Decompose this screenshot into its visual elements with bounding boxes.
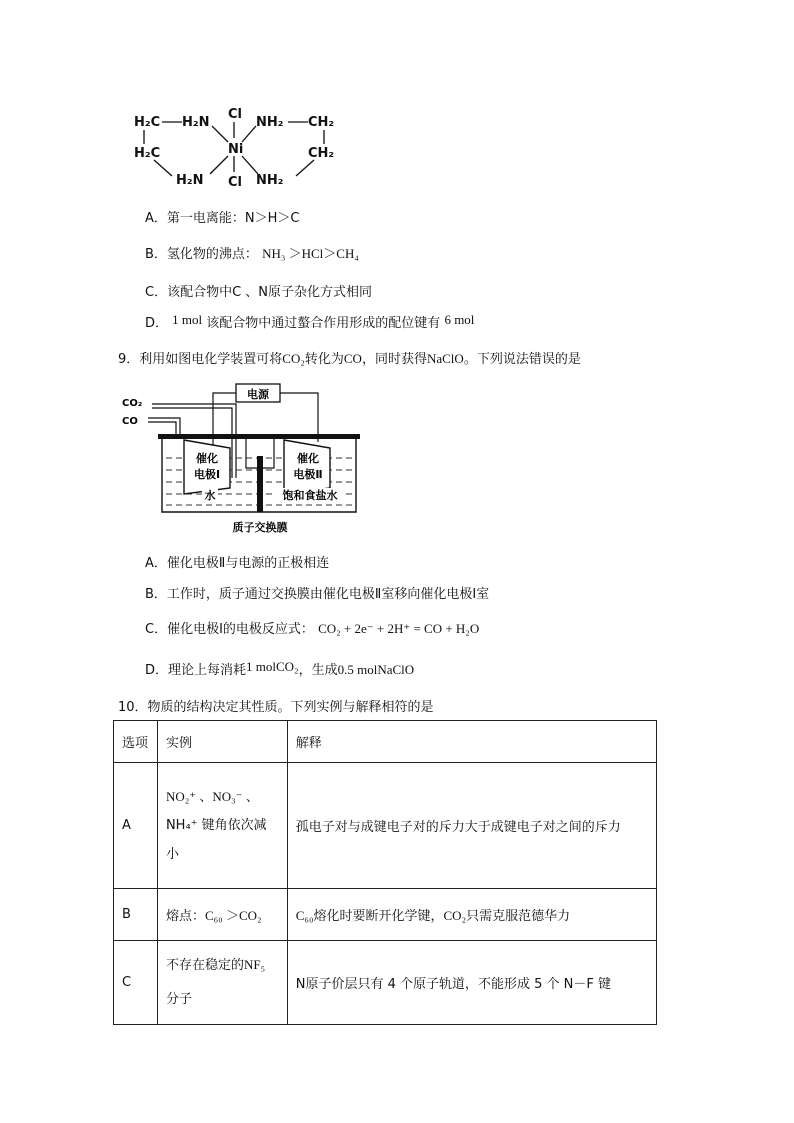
electrode-1-label-line1: 催化 [196, 452, 218, 465]
q8-option-d-qty2: 6 mol [444, 312, 475, 327]
q9-stem-suffix: 。下列说法错误的是 [463, 352, 581, 367]
electrode-2-label-line2: 电极Ⅱ [293, 468, 323, 481]
table-row [114, 889, 657, 941]
q9-option-d-qty2: 0.5 molNaClO [337, 662, 415, 677]
row-a-example-line3: 小 [165, 847, 179, 862]
row-c-example-formula: NF₅ [243, 957, 266, 972]
q8-option-b-prefix: B．氢化物的沸点： [145, 247, 258, 262]
q9-option-b[interactable] [145, 583, 489, 602]
q9-option-a[interactable] [145, 552, 329, 571]
q8-option-d[interactable] [145, 312, 474, 331]
q9-option-d-prefix: D．理论上每消耗 [145, 663, 247, 678]
struct-nh2-top-right: NH₂ [256, 115, 284, 130]
q8-option-d-prefix: D． [145, 316, 169, 331]
q9-stem-prefix: 9．利用如图电化学装置可将 [118, 352, 283, 367]
q9-option-b-text: B．工作时，质子通过交换膜由催化电极Ⅱ室移向催化电极Ⅰ室 [145, 587, 490, 602]
power-supply-label: 电源 [247, 388, 269, 401]
q9-stem-co2: CO₂ [282, 351, 305, 366]
q9-option-d[interactable] [145, 659, 414, 678]
q9-stem-mid2: ，同时获得 [361, 352, 427, 367]
q9-stem-co: CO [343, 351, 362, 366]
water-label: 水 [204, 489, 216, 502]
q8-option-b[interactable] [145, 243, 359, 262]
row-b-explanation-c60: C₆₀ [295, 908, 314, 923]
proton-exchange-membrane [257, 456, 263, 512]
row-a-option: A [114, 763, 158, 889]
struct-h2c-top-left: H₂C [134, 115, 161, 130]
catalytic-electrode-2 [284, 440, 330, 494]
co2-inlet-label: CO₂ [122, 398, 143, 409]
struct-h2n-bottom-left: H₂N [176, 173, 204, 188]
ni-complex-structure [128, 104, 353, 194]
header-example: 实例 [157, 721, 287, 763]
row-b-example-formula: C₆₀ ＞CO₂ [204, 908, 262, 923]
row-b-example-prefix: 熔点： [165, 909, 205, 924]
q8-option-d-qty1: 1 mol [172, 312, 203, 327]
catalytic-electrode-1 [184, 440, 230, 494]
q9-option-a-text: A．催化电极Ⅱ与电源的正极相连 [145, 556, 330, 571]
struct-ch2-mid-right: CH₂ [308, 146, 335, 161]
q9-stem-naclo: NaClO [426, 351, 464, 366]
membrane-label: 质子交换膜 [232, 521, 288, 534]
row-b-explanation-co2: CO₂ [443, 908, 467, 923]
row-a-explanation: 孤电子对与成键电子对的斥力大于成键电子对之间的斥力 [287, 763, 656, 889]
q9-option-c-formula: CO₂ + 2e⁻ + 2H⁺ = CO + H₂O [318, 621, 480, 636]
q8-option-d-mid: 该配合物中通过螯合作用形成的配位键有 [206, 316, 441, 331]
row-a-example-line1: NO₂⁺ 、NO₃⁻ 、 [165, 789, 259, 804]
table-header-row [114, 721, 657, 763]
struct-nh2-bottom-right: NH₂ [256, 173, 284, 188]
q9-stem [118, 348, 581, 367]
electrolysis-apparatus-diagram [118, 378, 368, 538]
q9-stem-mid1: 转化为 [304, 352, 344, 367]
q9-option-c-prefix: C．催化电极Ⅰ的电极反应式： [145, 622, 314, 637]
header-option: 选项 [114, 721, 158, 763]
brine-label: 饱和食盐水 [282, 489, 338, 502]
row-c-example-prefix: 不存在稳定的 [165, 958, 244, 973]
row-b-explanation [287, 889, 656, 941]
q8-option-c[interactable] [145, 281, 372, 300]
q8-option-a-text: A．第一电离能：N＞H＞C [145, 211, 300, 226]
struct-cl-bottom: Cl [228, 175, 242, 190]
q8-option-c-text: C．该配合物中C 、N原子杂化方式相同 [145, 285, 373, 300]
struct-h2n-top-left: H₂N [182, 115, 210, 130]
struct-h2c-mid-left: H₂C [134, 146, 161, 161]
q8-option-b-formula: NH₃ ＞HCl＞CH₄ [262, 246, 359, 261]
row-c-example [157, 941, 287, 1025]
row-c-option: C [114, 941, 158, 1025]
header-explanation: 解释 [287, 721, 656, 763]
q9-option-d-qty1: 1 molCO₂ [246, 659, 299, 674]
row-c-example-line1 [166, 948, 279, 983]
row-c-example-line2: 分子 [165, 992, 192, 1007]
row-a-example [157, 763, 287, 889]
struct-cl-top: Cl [228, 107, 242, 122]
row-b-option: B [114, 889, 158, 941]
struct-ni: Ni [228, 142, 244, 157]
q10-stem [118, 696, 434, 715]
table-row [114, 763, 657, 889]
cell-lid [158, 434, 360, 439]
row-c-explanation: N原子价层只有 4 个原子轨道，不能形成 5 个 N－F 键 [287, 941, 656, 1025]
struct-ch2-top-right: CH₂ [308, 115, 335, 130]
co-outlet-label: CO [122, 416, 138, 427]
row-b-explanation-text1: 熔化时要断开化学键， [313, 909, 444, 924]
row-b-explanation-text2: 只需克服范德华力 [466, 909, 571, 924]
row-b-example [157, 889, 287, 941]
electrode-2-label-line1: 催化 [297, 452, 319, 465]
q8-option-a[interactable] [145, 207, 299, 226]
q10-stem-text: 10．物质的结构决定其性质。下列实例与解释相符的是 [118, 700, 434, 715]
q9-option-c[interactable] [145, 618, 479, 637]
q9-option-d-mid: ，生成 [298, 663, 338, 678]
electrode-1-label-line2: 电极Ⅰ [193, 468, 221, 481]
row-a-example-line2: NH₄⁺ 键角依次减 [165, 818, 267, 833]
table-row [114, 941, 657, 1025]
q10-answer-table [113, 720, 657, 1025]
